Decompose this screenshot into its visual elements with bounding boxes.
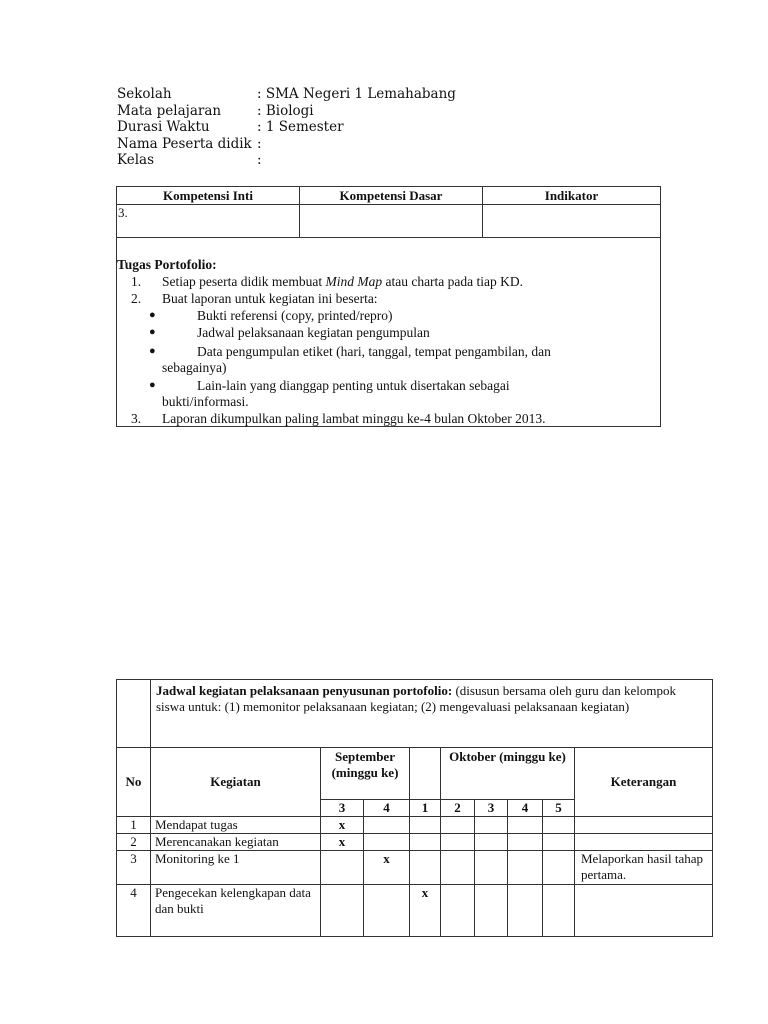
info-label: Mata pelajaran xyxy=(117,102,222,119)
week-number: 2 xyxy=(441,800,475,817)
table-row xyxy=(117,834,713,851)
row-no: 2 xyxy=(117,834,151,851)
week-mark: x xyxy=(321,817,364,834)
info-row-mapel xyxy=(117,103,456,120)
week-mark xyxy=(508,834,543,851)
portofolio-item-2: Buat laporan untuk kegiatan ini beserta: xyxy=(162,291,378,306)
bullet-icon: ● xyxy=(149,345,156,357)
week-mark xyxy=(321,885,364,937)
header-no: No xyxy=(117,748,151,817)
info-value: : Biologi xyxy=(257,102,314,119)
week-mark xyxy=(441,834,475,851)
header-indikator: Indikator xyxy=(483,187,661,205)
item-text-post: atau charta pada tiap KD. xyxy=(382,274,524,289)
info-value: : xyxy=(257,135,262,152)
header-september: September (minggu ke) xyxy=(321,748,410,800)
empty-cell xyxy=(117,680,151,748)
week-number: 4 xyxy=(364,800,410,817)
empty-cell xyxy=(410,748,441,800)
row-keterangan xyxy=(575,885,713,937)
row-no: 4 xyxy=(117,885,151,937)
list-number: 3. xyxy=(131,411,142,426)
week-mark xyxy=(410,851,441,885)
item-text-em: Mind Map xyxy=(325,274,383,289)
info-value: : xyxy=(257,152,262,168)
week-mark xyxy=(364,834,410,851)
week-mark xyxy=(508,817,543,834)
week-mark xyxy=(543,834,575,851)
header-kompetensi-dasar: Kompetensi Dasar xyxy=(300,187,483,205)
week-number: 4 xyxy=(508,800,543,817)
info-row-sekolah xyxy=(117,86,456,103)
week-mark xyxy=(475,851,508,885)
bullet-item-continued: bukti/informasi. xyxy=(162,394,249,409)
bullet-item: Jadwal pelaksanaan kegiatan pengumpulan xyxy=(197,325,430,340)
info-value: : SMA Negeri 1 Lemahabang xyxy=(257,86,456,102)
info-label: Kelas xyxy=(117,152,155,168)
week-mark: x xyxy=(321,834,364,851)
info-label: Nama Peserta didik xyxy=(117,135,252,152)
week-mark xyxy=(508,851,543,885)
bullet-item: Bukti referensi (copy, printed/repro) xyxy=(197,308,393,323)
week-number: 1 xyxy=(410,800,441,817)
jadwal-intro-title: Jadwal kegiatan pelaksanaan penyusunan portofolio: xyxy=(156,683,453,698)
list-number: 2. xyxy=(131,291,142,306)
info-value: : 1 Semester xyxy=(257,119,344,135)
cell-kompetensi-inti: 3. xyxy=(117,205,300,238)
week-mark xyxy=(475,834,508,851)
jadwal-table xyxy=(116,679,713,937)
info-label: Durasi Waktu xyxy=(117,119,210,135)
jadwal-intro xyxy=(151,680,713,748)
student-info-block xyxy=(117,86,456,169)
week-number: 5 xyxy=(543,800,575,817)
portofolio-box xyxy=(116,237,661,427)
week-mark xyxy=(543,817,575,834)
bullet-item: Lain-lain yang dianggap penting untuk disertakan sebagai xyxy=(197,378,510,393)
header-keterangan: Keterangan xyxy=(575,748,713,817)
table-row xyxy=(117,885,713,937)
header-kompetensi-inti: Kompetensi Inti xyxy=(117,187,300,205)
week-mark xyxy=(441,885,475,937)
row-keterangan: Melaporkan hasil tahap pertama. xyxy=(575,851,713,885)
bullet-icon: ● xyxy=(149,309,156,321)
week-mark: x xyxy=(364,851,410,885)
week-mark xyxy=(410,834,441,851)
row-no: 3 xyxy=(117,851,151,885)
week-mark xyxy=(475,885,508,937)
week-mark xyxy=(410,817,441,834)
table-row xyxy=(117,817,713,834)
info-label: Sekolah xyxy=(117,86,172,102)
row-kegiatan: Mendapat tugas xyxy=(151,817,321,834)
week-mark xyxy=(441,817,475,834)
week-mark xyxy=(508,885,543,937)
row-keterangan xyxy=(575,834,713,851)
bullet-icon: ● xyxy=(149,379,156,391)
week-mark xyxy=(321,851,364,885)
portofolio-item-3: Laporan dikumpulkan paling lambat minggu ke-4 bulan Oktober 2013. xyxy=(162,411,546,426)
jadwal-intro-text: (disusun bersama oleh guru dan kelompok siswa untuk: (1) memonitor pelaksanaan kegiatan; (2) mengevaluasi pelaksanaan kegiatan) xyxy=(156,683,677,714)
item-text-pre: Setiap peserta didik membuat xyxy=(162,274,326,289)
list-number: 1. xyxy=(131,274,142,289)
bullet-item: Data pengumpulan etiket (hari, tanggal, tempat pengambilan, dan xyxy=(197,344,551,359)
table-row xyxy=(117,851,713,885)
header-kegiatan: Kegiatan xyxy=(151,748,321,817)
week-number: 3 xyxy=(475,800,508,817)
week-mark xyxy=(364,817,410,834)
bullet-item-continued: sebagainya) xyxy=(162,360,227,375)
info-row-kelas xyxy=(117,152,456,169)
kompetensi-table xyxy=(116,186,661,238)
info-row-durasi xyxy=(117,119,456,136)
cell-kompetensi-dasar xyxy=(300,205,483,238)
row-no: 1 xyxy=(117,817,151,834)
week-mark xyxy=(441,851,475,885)
portofolio-title: Tugas Portofolio: xyxy=(117,257,217,272)
header-oktober: Oktober (minggu ke) xyxy=(441,748,575,800)
week-mark xyxy=(364,885,410,937)
cell-indikator xyxy=(483,205,661,238)
row-kegiatan: Merencanakan kegiatan xyxy=(151,834,321,851)
week-mark: x xyxy=(410,885,441,937)
row-kegiatan: Monitoring ke 1 xyxy=(151,851,321,885)
week-mark xyxy=(543,851,575,885)
row-kegiatan: Pengecekan kelengkapan data dan bukti xyxy=(151,885,321,937)
week-mark xyxy=(543,885,575,937)
week-number: 3 xyxy=(321,800,364,817)
portofolio-item-1 xyxy=(162,273,523,290)
row-keterangan xyxy=(575,817,713,834)
bullet-icon: ● xyxy=(149,326,156,338)
week-mark xyxy=(475,817,508,834)
info-row-nama xyxy=(117,136,456,153)
